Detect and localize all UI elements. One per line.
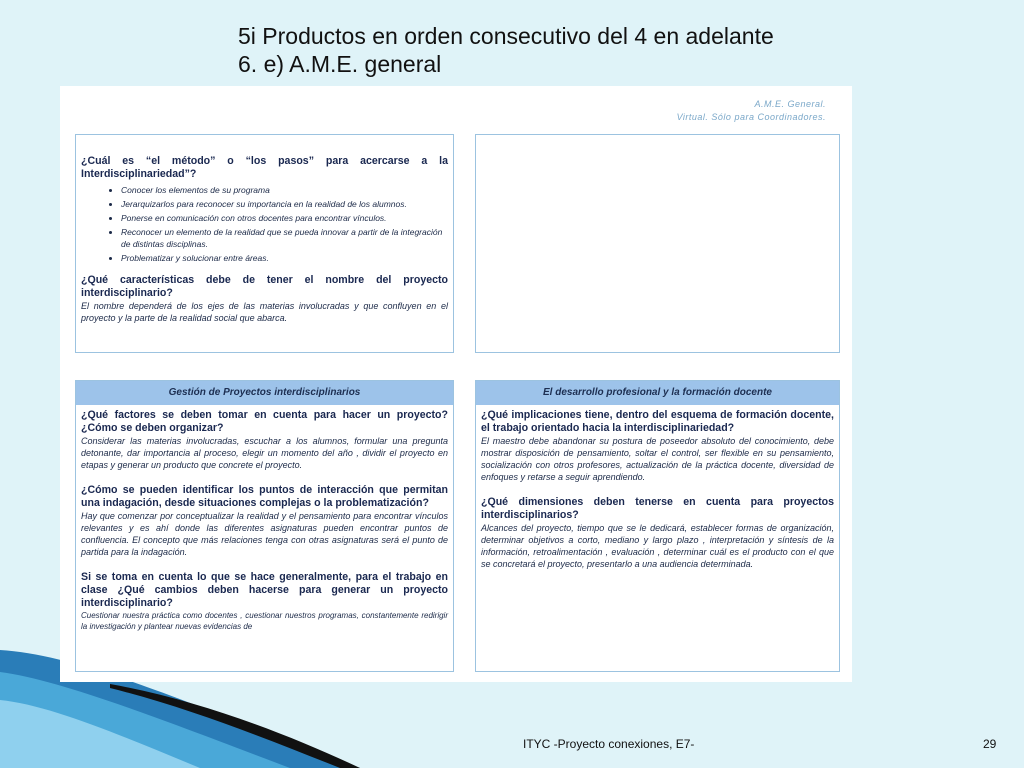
list-item: • Jerarquizarlos para reconocer su importancia en la realidad de los alumnos.: [121, 198, 448, 210]
panel-method-steps: [75, 134, 454, 353]
slide-title: [238, 22, 774, 78]
question-class-changes: Si se toma en cuenta lo que se hace generalmente, para el trabajo en clase ¿Qué cambios deben hacerse para generar un proyecto interdisciplinario?: [81, 571, 448, 609]
question-method: ¿Cuál es “el método” o “los pasos” para acercarse a la Interdisciplinariedad”?: [81, 155, 448, 180]
panel-professional-development: [475, 380, 840, 672]
panel-empty: [475, 134, 840, 353]
question-project-name: ¿Qué características debe de tener el nombre del proyecto interdisciplinario?: [81, 274, 448, 299]
answer-project-name: El nombre dependerá de los ejes de las materias involucradas y que confluyen en el proyecto y la parte de la realidad social que abarca.: [81, 301, 448, 323]
question-project-factors: ¿Qué factores se deben tomar en cuenta para hacer un proyecto? ¿Cómo se deben organizar?: [81, 409, 448, 434]
document-header-line-1: A.M.E. General.: [754, 99, 826, 109]
page-number: 29: [983, 737, 997, 751]
embedded-document-image: [60, 86, 852, 682]
answer-interaction-points: Hay que comenzar por conceptualizar la realidad y el pensamiento para encontrar vínculos relevantes y es ahí donde las diferentes asignaturas pueden encontrar puntos de confluencia. El concepto que más relaciones tenga con otras asignaturas será el punto de partida para la indagación.: [81, 511, 448, 557]
question-interaction-points: ¿Cómo se pueden identificar los puntos de interacción que permitan una indagación, desde situaciones complejas o la problematización?: [81, 484, 448, 509]
list-item: • Conocer los elementos de su programa: [121, 184, 448, 196]
footer-text: ITYC -Proyecto conexiones, E7-: [523, 737, 695, 751]
question-project-dimensions: ¿Qué dimensiones deben tenerse en cuenta para proyectos interdisciplinarios?: [481, 496, 834, 521]
panel-project-management: [75, 380, 454, 672]
question-training-implications: ¿Qué implicaciones tiene, dentro del esquema de formación docente, el trabajo orientado hacia la interdisciplinariedad?: [481, 409, 834, 434]
answer-project-factors: Considerar las materias involucradas, escuchar a los alumnos, formular una pregunta detonante, dar importancia al proceso, elegir un momento del año , dividir el proyecto en etapas y generar un producto que concrete el proyecto.: [81, 436, 448, 470]
list-item: • Ponerse en comunicación con otros docentes para encontrar vínculos.: [121, 212, 448, 224]
slide-title-line-1: 5i Productos en orden consecutivo del 4 en adelante: [238, 23, 774, 49]
answer-project-dimensions: Alcances del proyecto, tiempo que se le dedicará, establecer formas de organización, determinar objetivos a corto, mediano y largo plazo , interpretación y síntesis de la información, retroalimentación , evaluación , determinar cuál es el producto con el que se concretará el proyecto, presentarlo a una audiencia determinada.: [481, 523, 834, 569]
panel-heading-project-management: Gestión de Proyectos interdisciplinarios: [76, 381, 453, 405]
list-item: • Problematizar y solucionar entre áreas.: [121, 252, 448, 264]
answer-training-implications: El maestro debe abandonar su postura de poseedor absoluto del conocimiento, debe mostrar disposición de pensamiento, soltar el control, ser flexible en su pensamiento, socialización con otros profesores, actualización de la práctica docente, diversidad de enfoques y retarse a seguir aprendiendo.: [481, 436, 834, 482]
document-header-line-2: Virtual. Sólo para Coordinadores.: [676, 112, 826, 122]
panel-heading-professional-development: El desarrollo profesional y la formación docente: [476, 381, 839, 405]
document-header: [677, 98, 826, 124]
method-steps-list: [81, 184, 448, 264]
answer-class-changes: Cuestionar nuestra práctica como docentes , cuestionar nuestros programas, constantemente redirigir la investigación y plantear nuevas evidencias de: [81, 611, 448, 631]
list-item: • Reconocer un elemento de la realidad que se pueda innovar a partir de la integración de distintas disciplinas.: [121, 226, 448, 250]
slide-title-line-2: 6. e) A.M.E. general: [238, 51, 442, 77]
